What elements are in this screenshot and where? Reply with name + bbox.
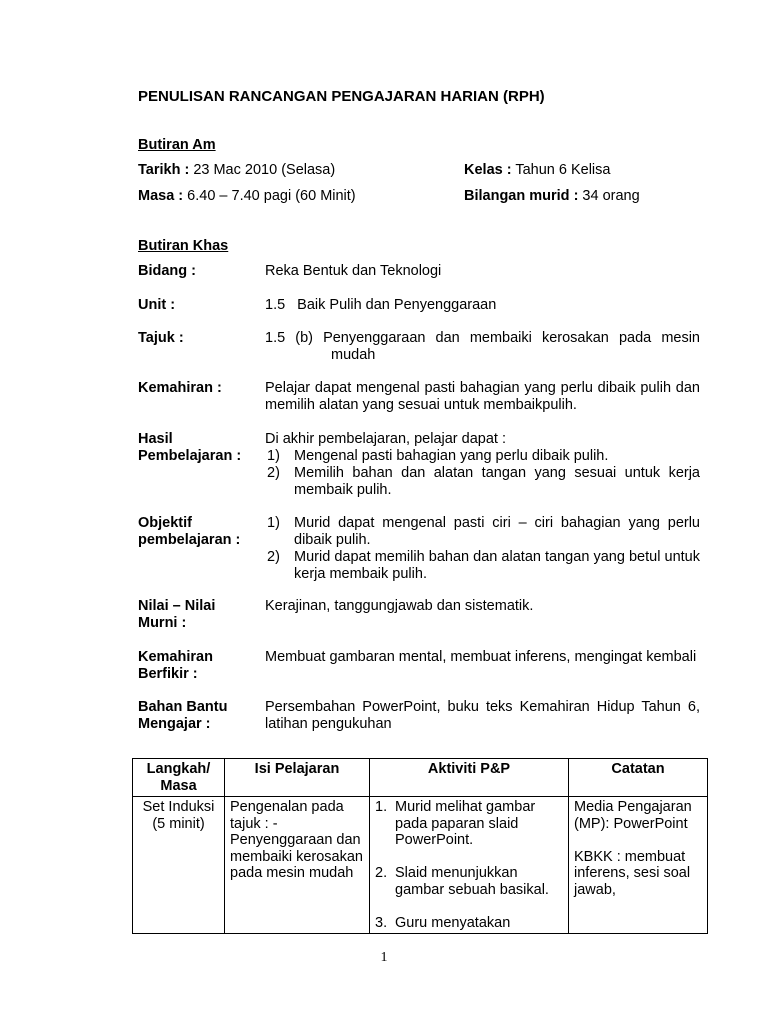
hasil-content xyxy=(265,431,700,499)
aktiviti-number: 3. xyxy=(375,914,388,931)
masa-row xyxy=(138,188,356,204)
tajuk-line-2: mudah xyxy=(331,347,376,363)
kelas-value: Tahun 6 Kelisa xyxy=(511,162,611,178)
bahan-label-line-2: Mengajar : xyxy=(138,716,211,732)
bilangan-label: Bilangan murid : xyxy=(464,188,579,204)
objektif-item-number: 2) xyxy=(267,549,280,565)
hasil-item-text: Mengenal pasti bahagian yang perlu dibaik pulih. xyxy=(294,448,609,464)
aktiviti-number: 1. xyxy=(375,799,388,815)
hasil-item-number: 2) xyxy=(267,465,280,481)
masa-label: Masa : xyxy=(138,188,184,204)
objektif-label xyxy=(138,515,240,549)
kelas-row xyxy=(464,162,610,178)
bidang-label: Bidang : xyxy=(138,263,196,279)
aktiviti-item xyxy=(375,915,563,932)
unit-number: 1.5 xyxy=(265,297,286,313)
objektif-content xyxy=(265,515,700,583)
objektif-item-text: Murid dapat memilih bahan dan alatan tangan yang betul untuk kerja membaik pulih. xyxy=(294,549,700,582)
objektif-item xyxy=(265,515,700,549)
aktiviti-text: Slaid menunjukkan gambar sebuah basikal. xyxy=(395,865,549,898)
kemahiran-label: Kemahiran : xyxy=(138,380,222,396)
objektif-label-line-2: pembelajaran : xyxy=(138,532,241,548)
bilangan-value: 34 orang xyxy=(578,188,640,204)
masa-value: 6.40 – 7.40 pagi (60 Minit) xyxy=(183,188,356,204)
tajuk-label: Tajuk : xyxy=(138,330,184,346)
berfikir-value: Membuat gambaran mental, membuat inferens, mengingat kembali xyxy=(265,649,697,665)
butiran-am-heading: Butiran Am xyxy=(138,137,216,153)
hasil-label-line-1: Hasil xyxy=(138,431,173,447)
kemahiran-value: Pelajar dapat mengenal pasti bahagian yang perlu dibaik pulih dan memilih alatan yang sesuai untuk membaikpulih. xyxy=(265,380,700,413)
objektif-item xyxy=(265,549,700,583)
unit-label: Unit : xyxy=(138,297,176,313)
hasil-label-line-2: Pembelajaran : xyxy=(138,448,242,464)
catatan-kbkk: KBKK : membuat inferens, sesi soal jawab, xyxy=(574,848,691,898)
page-number: 1 xyxy=(380,950,388,965)
cell-aktiviti xyxy=(370,797,569,934)
cell-langkah: Set Induksi (5 minit) xyxy=(133,797,225,934)
nilai-label xyxy=(138,598,215,632)
table-header-row xyxy=(133,759,708,797)
header-isi: Isi Pelajaran xyxy=(225,759,370,797)
hasil-item-text: Memilih bahan dan alatan tangan yang sesuai untuk kerja membaik pulih. xyxy=(294,465,700,498)
header-aktiviti: Aktiviti P&P xyxy=(370,759,569,797)
objektif-label-line-1: Objektif xyxy=(138,515,192,531)
tarikh-label: Tarikh : xyxy=(138,162,190,178)
berfikir-label-line-2: Berfikir : xyxy=(138,666,198,682)
nilai-label-line-1: Nilai – Nilai xyxy=(138,598,216,614)
unit-value: Baik Pulih dan Penyenggaraan xyxy=(297,297,497,313)
unit-value-row xyxy=(265,297,700,314)
nilai-label-line-2: Murni : xyxy=(138,615,187,631)
berfikir-label-line-1: Kemahiran xyxy=(138,649,213,665)
objektif-item-text: Murid dapat mengenal pasti ciri – ciri bahagian yang perlu dibaik pulih. xyxy=(294,515,700,548)
aktiviti-text: Guru menyatakan xyxy=(395,914,511,931)
lesson-table xyxy=(132,758,708,934)
hasil-label xyxy=(138,431,241,465)
berfikir-label xyxy=(138,649,213,683)
objektif-item-number: 1) xyxy=(267,515,280,531)
hasil-intro: Di akhir pembelajaran, pelajar dapat : xyxy=(265,431,506,447)
cell-catatan xyxy=(569,797,708,934)
document-title: PENULISAN RANCANGAN PENGAJARAN HARIAN (RPH) xyxy=(138,88,545,105)
cell-isi: Pengenalan pada tajuk : - Penyenggaraan dan membaiki kerosakan pada mesin mudah xyxy=(225,797,370,934)
bahan-value: Persembahan PowerPoint, buku teks Kemahiran Hidup Tahun 6, latihan pengukuhan xyxy=(265,699,700,732)
bahan-label-line-1: Bahan Bantu xyxy=(138,699,228,715)
catatan-media: Media Pengajaran (MP): PowerPoint xyxy=(574,799,692,832)
bahan-label xyxy=(138,699,227,733)
tarikh-row xyxy=(138,162,335,178)
header-langkah: Langkah/ Masa xyxy=(133,759,225,797)
aktiviti-item xyxy=(375,799,563,849)
header-catatan: Catatan xyxy=(569,759,708,797)
kelas-label: Kelas : xyxy=(464,162,512,178)
bilangan-row xyxy=(464,188,640,204)
tajuk-line-1: 1.5 (b) Penyenggaraan dan membaiki kerosakan pada mesin xyxy=(265,330,700,346)
aktiviti-number: 2. xyxy=(375,865,388,881)
bidang-value: Reka Bentuk dan Teknologi xyxy=(265,263,442,279)
butiran-khas-heading: Butiran Khas xyxy=(138,238,229,254)
nilai-value: Kerajinan, tanggungjawab dan sistematik. xyxy=(265,598,534,614)
aktiviti-text: Murid melihat gambar pada paparan slaid PowerPoint. xyxy=(395,799,536,848)
tarikh-value: 23 Mac 2010 (Selasa) xyxy=(189,162,336,178)
hasil-item xyxy=(265,465,700,499)
aktiviti-item xyxy=(375,865,563,898)
table-row xyxy=(133,797,708,934)
hasil-item-number: 1) xyxy=(267,448,280,464)
hasil-item xyxy=(265,448,700,465)
